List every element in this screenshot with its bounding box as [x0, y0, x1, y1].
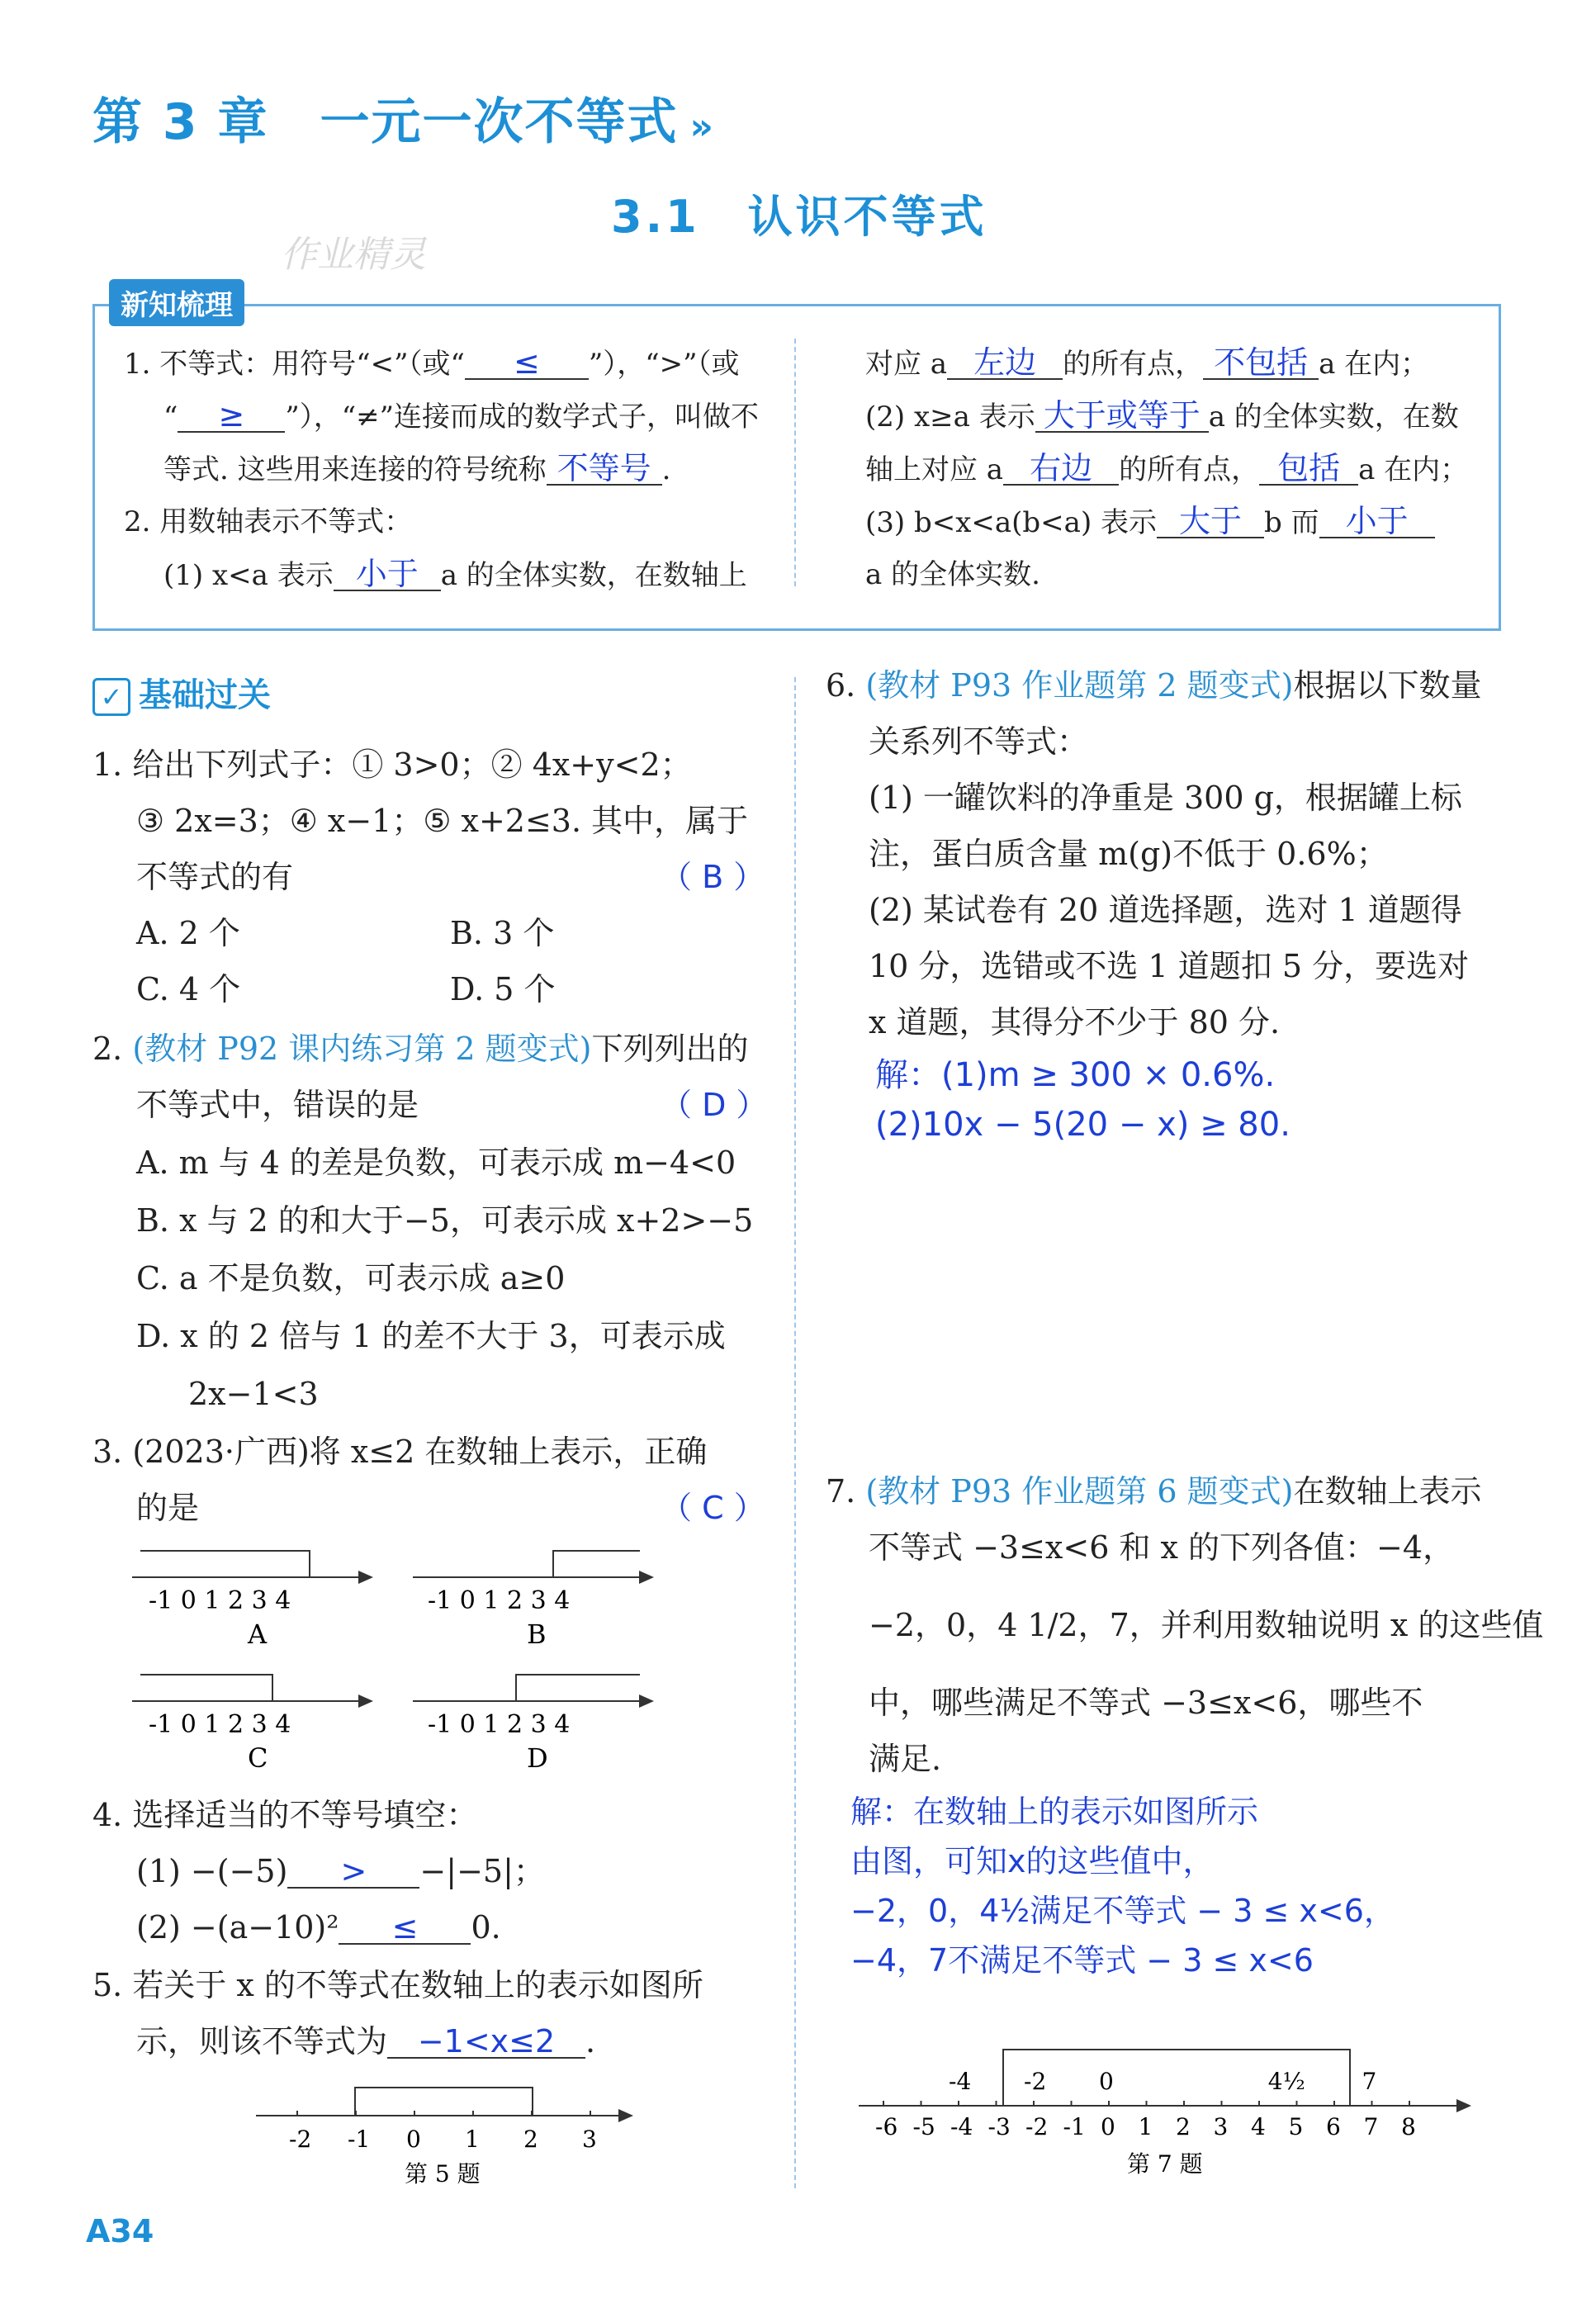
k-line-4: 2. 用数轴表示不等式：	[124, 505, 413, 538]
blank-lt: 小于	[334, 558, 441, 591]
tick-label: -1	[1063, 2113, 1086, 2140]
q7-caption: 第 7 题	[1127, 2150, 1203, 2178]
q2-line-2: 不等式中，错误的是	[136, 1087, 419, 1123]
knowledge-tag: 新知梳理	[109, 279, 244, 326]
q1-line-1: 1. 给出下列式子：① 3>0；② 4x+y<2；	[92, 747, 692, 783]
k-right-4: (3) b<x<a(b<a) 表示 大于 b 而 小于	[865, 505, 1435, 539]
tick-label: 8	[1401, 2113, 1416, 2140]
q3-d-ticks: -1 0 1 2 3 4	[428, 1710, 571, 1739]
q1-line-3: 不等式的有	[136, 859, 294, 895]
q2-option-a: A. m 与 4 的差是负数，可表示成 m−4<0	[136, 1145, 736, 1181]
q4-line-2: (1) −(−5) > −|−5|；	[136, 1853, 545, 1889]
q7-answer-4: −4，7不满足不等式 − 3 ≤ x<6	[850, 1942, 1314, 1979]
box-divider	[794, 339, 796, 586]
section-title: 3.1 认识不等式	[611, 191, 987, 243]
q3-b-ticks: -1 0 1 2 3 4	[428, 1586, 571, 1615]
tick-label: 1	[465, 2126, 480, 2153]
k-right-1: 对应 a 左边 的所有点， 不包括 a 在内；	[865, 344, 1429, 381]
q3-option-a-figure	[132, 1551, 372, 1650]
q6-line-1: 6. (教材 P93 作业题第 2 题变式)根据以下数量	[826, 667, 1482, 704]
tick-label: -2	[1025, 2113, 1049, 2140]
q4-blank-1: >	[287, 1856, 419, 1889]
q2-option-c: C. a 不是负数，可表示成 a≥0	[136, 1260, 566, 1296]
blank-sym: 不等号	[547, 453, 662, 486]
q3-c-label: C	[248, 1742, 268, 1774]
q7-line-3: −2，0，4 1/2，7，并利用数轴说明 x 的这些值	[869, 1607, 1544, 1643]
q7-point-label: 7	[1362, 2068, 1377, 2095]
q1-line-2: ③ 2x=3；④ x−1；⑤ x+2≤3. 其中，属于	[136, 803, 749, 839]
q5-caption: 第 5 题	[405, 2160, 481, 2187]
checkbox-icon: ✓	[92, 678, 130, 716]
q4-blank-2: ≤	[339, 1912, 471, 1945]
tick-label: -4	[950, 2113, 973, 2140]
q6-line-7: x 道题，其得分不少于 80 分.	[869, 1004, 1281, 1040]
q6-answer-1: 解：(1)m ≥ 300 × 0.6%.	[875, 1056, 1276, 1094]
q3-a-label: A	[248, 1619, 268, 1650]
q5-line-2: 示，则该不等式为 −1<x≤2 .	[136, 2023, 596, 2059]
blank-lt2: 小于	[1319, 505, 1435, 538]
q3-figures	[132, 1536, 669, 1800]
tick-label: 3	[1213, 2113, 1229, 2140]
watermark: 作业精灵	[281, 234, 426, 276]
q6-line-6: 10 分，选错或不选 1 道题扣 5 分，要选对	[869, 948, 1470, 984]
q3-option-c-figure	[132, 1675, 372, 1774]
q2-answer: （ D ）	[661, 1087, 768, 1123]
blank-geq: 大于或等于	[1035, 400, 1209, 433]
q7-figure	[859, 2031, 1486, 2180]
tick-label: -3	[987, 2113, 1011, 2140]
k-right-5: a 的全体实数.	[865, 558, 1040, 591]
q3-d-label: D	[527, 1742, 548, 1774]
q7-answer-1: 解：在数轴上的表示如图所示	[850, 1794, 1259, 1830]
tick-label: 0	[1101, 2113, 1115, 2140]
q5-line-1: 5. 若关于 x 的不等式在数轴上的表示如图所	[92, 1967, 703, 2003]
k-right-3: 轴上对应 a 右边 的所有点， 包括 a 在内；	[865, 450, 1469, 486]
q2-option-d-cont: 2x−1<3	[188, 1376, 319, 1412]
k-line-1: 1. 不等式：用符号“<”（或“ ≤ ”），“>”（或	[124, 344, 740, 381]
q3-a-ticks: -1 0 1 2 3 4	[149, 1586, 291, 1615]
q6-line-4: 注，蛋白质含量 m(g)不低于 0.6%；	[869, 836, 1388, 872]
blank-not-include: 不包括	[1203, 347, 1319, 380]
q2-option-d: D. x 的 2 倍与 1 的差不大于 3，可表示成	[136, 1318, 726, 1354]
blank-ge: ≥	[178, 400, 285, 433]
tick-label: -1	[348, 2126, 371, 2153]
tick-label: 3	[582, 2126, 597, 2153]
q6-line-3: (1) 一罐饮料的净重是 300 g，根据罐上标	[869, 780, 1462, 816]
q6-line-5: (2) 某试卷有 20 道选择题，选对 1 道题得	[869, 892, 1462, 928]
q2-option-b: B. x 与 2 的和大于−5，可表示成 x+2>−5	[136, 1202, 754, 1239]
tick-label: 1	[1138, 2113, 1153, 2140]
k-line-2: “ ≥ ”），“≠”连接而成的数学式子，叫做不	[163, 397, 760, 434]
q3-option-d-figure	[413, 1675, 652, 1774]
q1-option-b: B. 3 个	[450, 915, 555, 951]
q7-line-5: 满足.	[869, 1741, 942, 1777]
q1-option-d: D. 5 个	[450, 971, 556, 1007]
q7-line-1: 7. (教材 P93 作业题第 6 题变式)在数轴上表示	[826, 1473, 1482, 1510]
q7-point-label: -4	[949, 2068, 972, 2095]
q5-figure	[256, 2074, 644, 2190]
blank-le: ≤	[465, 347, 589, 380]
q1-option-a: A. 2 个	[136, 915, 240, 951]
basics-header: ✓ 基础过关	[92, 669, 271, 716]
blank-include: 包括	[1259, 453, 1358, 486]
q7-line-2: 不等式 −3≤x<6 和 x 的下列各值：−4，	[869, 1529, 1455, 1566]
tick-label: 2	[1176, 2113, 1191, 2140]
q3-line-2: 的是	[136, 1490, 200, 1526]
k-line-3: 等式. 这些用来连接的符号统称 不等号 .	[163, 450, 671, 486]
tick-label: 6	[1326, 2113, 1341, 2140]
q3-option-b-figure	[413, 1551, 652, 1650]
tick-label: 7	[1363, 2113, 1379, 2140]
blank-right: 右边	[1003, 453, 1119, 486]
q6-answer-2: (2)10x − 5(20 − x) ≥ 80.	[875, 1106, 1291, 1144]
blank-left: 左边	[947, 347, 1063, 380]
q3-answer: （ C ）	[661, 1490, 765, 1526]
q7-answer-2: 由图，可知x的这些值中，	[850, 1843, 1215, 1879]
q5-blank: −1<x≤2	[387, 2026, 585, 2059]
tick-label: 4	[1251, 2113, 1266, 2140]
q7-point-label: 4½	[1267, 2068, 1305, 2095]
blank-gt: 大于	[1157, 505, 1264, 538]
q7-point-label: -2	[1024, 2068, 1047, 2095]
tick-label: -5	[912, 2113, 935, 2140]
k-right-2: (2) x≥a 表示 大于或等于 a 的全体实数，在数	[865, 397, 1459, 434]
q7-line-4: 中，哪些满足不等式 −3≤x<6，哪些不	[869, 1685, 1423, 1721]
q1-answer: （ B ）	[661, 859, 765, 895]
tick-label: -6	[875, 2113, 898, 2140]
q3-c-ticks: -1 0 1 2 3 4	[149, 1710, 291, 1739]
q3-line-1: 3. (2023·广西)将 x≤2 在数轴上表示，正确	[92, 1434, 708, 1470]
q4-line-3: (2) −(a−10)² ≤ 0.	[136, 1909, 501, 1946]
q2-line-1: 2. (教材 P92 课内练习第 2 题变式)下列列出的	[92, 1031, 749, 1067]
tick-label: -2	[289, 2126, 312, 2153]
chapter-title: 第 3 章 一元一次不等式 »	[92, 93, 715, 151]
tick-label: 0	[406, 2126, 421, 2153]
k-line-5: (1) x<a 表示 小于 a 的全体实数，在数轴上	[163, 556, 747, 592]
tick-label: 5	[1288, 2113, 1304, 2140]
column-divider	[794, 677, 796, 2188]
q7-answer-3: −2，0，4½满足不等式 − 3 ≤ x<6，	[850, 1893, 1395, 1929]
q6-line-2: 关系列不等式：	[869, 723, 1089, 760]
q4-line-1: 4. 选择适当的不等号填空：	[92, 1797, 478, 1833]
q3-b-label: B	[527, 1619, 547, 1650]
q7-point-label: 0	[1099, 2068, 1114, 2095]
q1-option-c: C. 4 个	[136, 971, 241, 1007]
page-number: A34	[86, 2213, 154, 2249]
tick-label: 2	[523, 2126, 538, 2153]
